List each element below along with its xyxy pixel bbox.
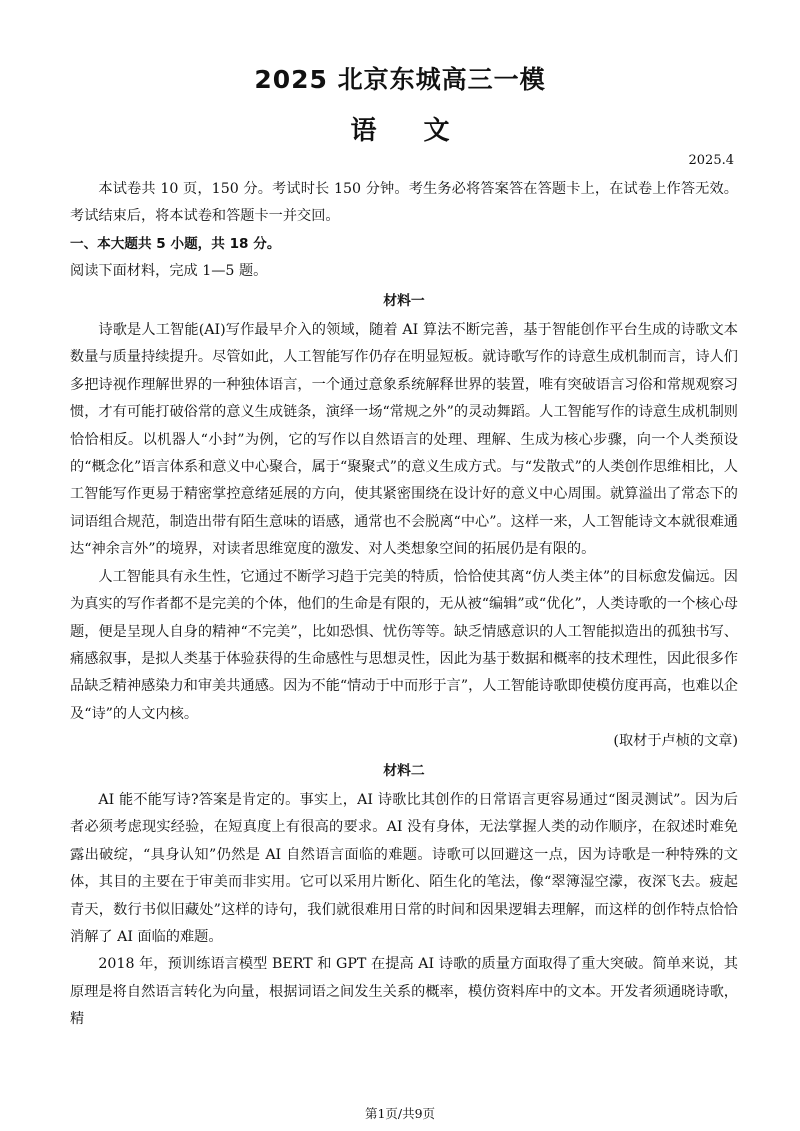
exam-date: 2025.4 <box>688 153 734 168</box>
material-2-title: 材料二 <box>383 762 425 779</box>
subject-title: 语 文 <box>350 116 450 146</box>
page-number: 第1页/共9页 <box>364 1106 436 1121</box>
material-1-paragraph: 人工智能具有永生性，它通过不断学习趋于完美的特质，恰恰使其离“仿人类主体”的目标愈发偏远。因为真实的写作者都不是完美的个体，他们的生命是有限的，无从被“编辑”或“优化”，人类诗歌的一个核心母题，便是呈现人自身的精神“不完美”，比如恐惧、忧伤等等。缺乏情感意识的人工智能拟造出的孤独书写、痛感叙事，是拟人类基于体验获得的生命感性与思想灵性，因此为基于数据和概率的技术理性，因此很多作品缺乏精神感染力和审美共通感。因为不能“情动于中而形于言”，人工智能诗歌即使模仿度再高，也难以企及“诗”的人文内核。 <box>70 568 738 722</box>
material-2-paragraph: 2018 年，预训练语言模型 BERT 和 GPT 在提高 AI 诗歌的质量方面取得了重大突破。简单来说，其原理是将自然语言转化为向量，根据词语之间发生关系的概率，模仿资料库中的文本。开发者须通晓诗歌，精 <box>70 956 738 1028</box>
material-1-source: (取材于卢桢的文章) <box>613 733 738 750</box>
exam-title: 2025 北京东城高三一模 <box>254 65 546 94</box>
material-1-title: 材料一 <box>383 292 425 309</box>
material-2-paragraph: AI 能不能写诗?答案是肯定的。事实上，AI 诗歌比其创作的日常语言更容易通过“图灵测试”。因为后者必须考虑现实经验，在短真度上有很高的要求。AI 没有身体，无法掌握人类的动作顺序，在叙述时难免露出破绽，“具身认知”仍然是 AI 自然语言面临的难题。诗歌可以回避这一点，因为诗歌是一种特殊的文体，其目的主要在于审美而非实用。它可以采用片断化、陌生化的笔法，像“翠簿湿空濛，夜深飞去。疲起青天，数行书似旧藏处”这样的诗句，我们就很难用日常的时间和因果逻辑去理解，而这样的创作特点恰恰消解了 AI 面临的难题。 <box>70 791 738 945</box>
material-1-paragraph: 诗歌是人工智能(AI)写作最早介入的领域，随着 AI 算法不断完善，基于智能创作平台生成的诗歌文本数量与质量持续提升。尽管如此，人工智能写作仍存在明显短板。就诗歌写作的诗意生成机制而言，诗人们多把诗视作理解世界的一种独体语言，一个通过意象系统解释世界的装置，唯有突破语言习俗和常规观察习惯，才有可能打破俗常的意义生成链条，演绎一场“常规之外”的灵动舞蹈。人工智能写作的诗意生成机制则恰恰相反。以机器人“小封”为例，它的写作以自然语言的处理、理解、生成为核心步骤，向一个人类预设的“概念化”语言体系和意义中心聚合，属于“聚聚式”的意义生成方式。与“发散式”的人类创作思维相比，人工智能写作更易于精密掌控意绪延展的方向，使其紧密围绕在设计好的意义中心周围。就算溢出了常态下的词语组合规范，制造出带有陌生意味的语感，通常也不会脱离“中心”。这样一来，人工智能诗文本就很难通达“神余言外”的境界，对读者思维宽度的激发、对人类想象空间的拓展仍是有限的。 <box>70 322 738 558</box>
exam-body <box>70 176 738 1034</box>
section-heading: 一、本大题共 5 小题，共 18 分。 <box>70 235 281 252</box>
section-directive: 阅读下面材料，完成 1—5 题。 <box>70 263 268 280</box>
instructions: 本试卷共 10 页，150 分。考试时长 150 分钟。考生务必将答案答在答题卡上，在试卷上作答无效。考试结束后，将本试卷和答题卡一并交回。 <box>70 181 738 225</box>
